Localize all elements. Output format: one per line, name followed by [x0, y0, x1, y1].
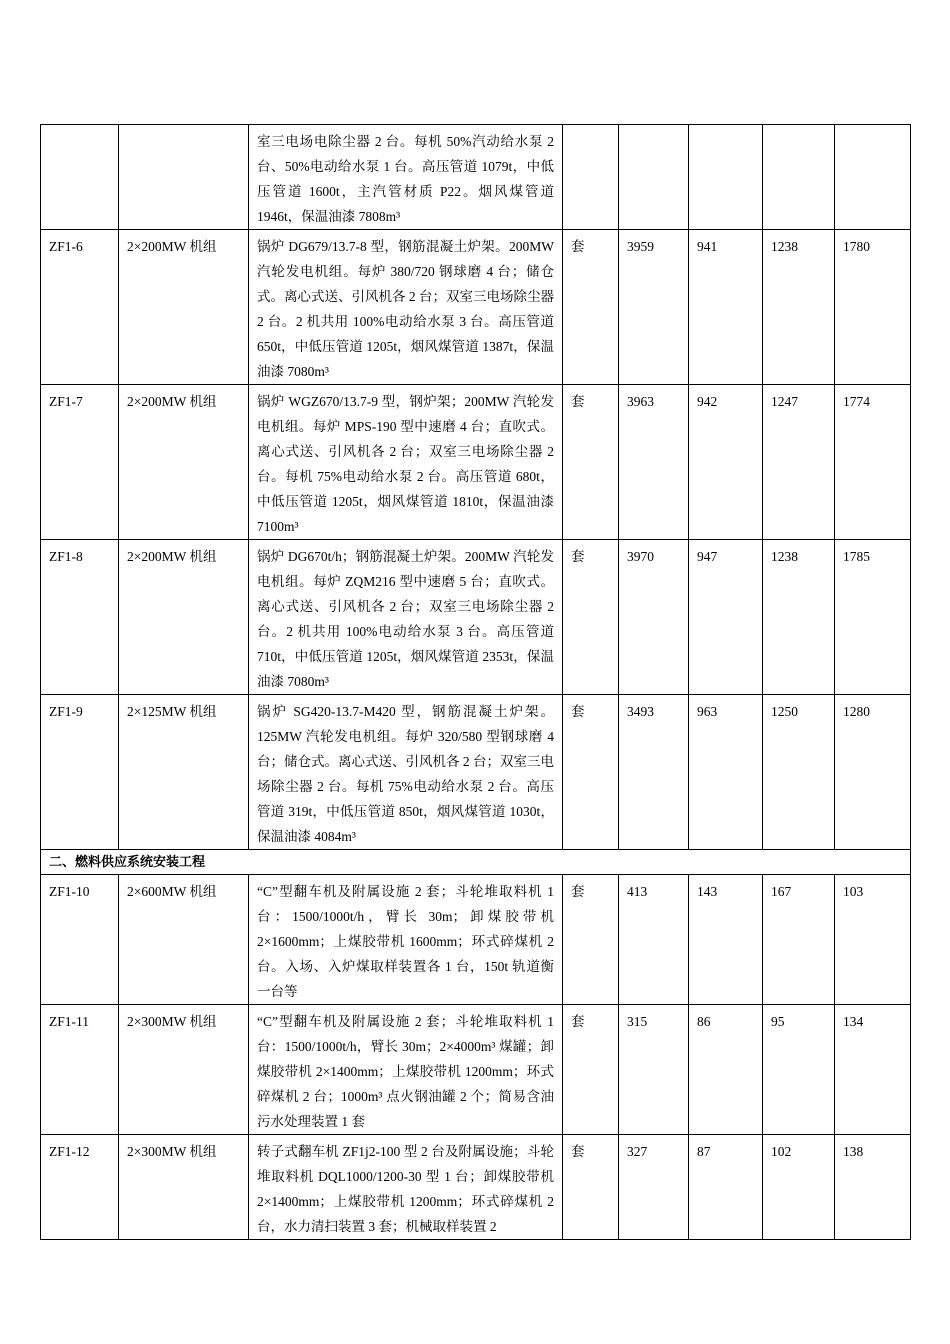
item-name: 2×200MW 机组 — [119, 540, 249, 695]
item-code: ZF1-8 — [41, 540, 119, 695]
item-value-4: 1785 — [835, 540, 911, 695]
table-row — [41, 125, 911, 230]
table-row — [41, 230, 911, 385]
item-value-2: 963 — [689, 695, 763, 850]
item-value-3: 1238 — [763, 540, 835, 695]
item-value-3: 1238 — [763, 230, 835, 385]
item-value-1: 327 — [619, 1135, 689, 1240]
item-unit: 套 — [563, 875, 619, 1005]
item-description: 锅炉 SG420-13.7-M420 型，钢筋混凝土炉架。125MW 汽轮发电机组。每炉 320/580 型钢球磨 4 台；储仓式。离心式送、引风机各 2 台；双室三电场除尘器 2 台。每机 75%电动给水泵 2 台。高压管道 319t，中低压管道 850t，烟风煤管道 1030t，保温油漆 4084m³ — [249, 695, 563, 850]
item-unit: 套 — [563, 385, 619, 540]
item-code — [41, 125, 119, 230]
item-value-1: 3959 — [619, 230, 689, 385]
item-code: ZF1-9 — [41, 695, 119, 850]
item-value-4 — [835, 125, 911, 230]
table-row — [41, 1135, 911, 1240]
item-value-1: 315 — [619, 1005, 689, 1135]
item-code: ZF1-7 — [41, 385, 119, 540]
item-unit: 套 — [563, 230, 619, 385]
table-row — [41, 875, 911, 1005]
item-name — [119, 125, 249, 230]
item-value-4: 134 — [835, 1005, 911, 1135]
item-value-2: 942 — [689, 385, 763, 540]
item-value-1: 3963 — [619, 385, 689, 540]
item-value-1: 413 — [619, 875, 689, 1005]
item-value-3 — [763, 125, 835, 230]
item-value-3: 167 — [763, 875, 835, 1005]
item-unit: 套 — [563, 1005, 619, 1135]
item-name: 2×125MW 机组 — [119, 695, 249, 850]
item-unit: 套 — [563, 695, 619, 850]
table-row — [41, 695, 911, 850]
table-row — [41, 385, 911, 540]
item-code: ZF1-11 — [41, 1005, 119, 1135]
item-code: ZF1-10 — [41, 875, 119, 1005]
quota-table — [40, 124, 911, 1240]
item-value-4: 1774 — [835, 385, 911, 540]
item-value-4: 1280 — [835, 695, 911, 850]
item-value-2: 86 — [689, 1005, 763, 1135]
item-description: 室三电场电除尘器 2 台。每机 50%汽动给水泵 2 台、50%电动给水泵 1 台。高压管道 1079t，中低压管道 1600t，主汽管材质 P22。烟风煤管道 1946t，保温油漆 7808m³ — [249, 125, 563, 230]
item-value-1 — [619, 125, 689, 230]
item-description: “C”型翻车机及附属设施 2 套；斗轮堆取料机 1 台：1500/1000t/h，臂长 30m；2×4000m³ 煤罐；卸煤胶带机 2×1400mm；上煤胶带机 1200mm；环式碎煤机 2 台；1000m³ 点火钢油罐 2 个；简易含油污水处理装置 1 套 — [249, 1005, 563, 1135]
item-description: 锅炉 WGZ670/13.7-9 型，钢炉架；200MW 汽轮发电机组。每炉 MPS-190 型中速磨 4 台；直吹式。离心式送、引风机各 2 台；双室三电场除尘器 2 台。每机 75%电动给水泵 2 台。高压管道 680t，中低压管道 1205t，烟风煤管道 1810t，保温油漆 7100m³ — [249, 385, 563, 540]
item-description: 锅炉 DG679/13.7-8 型，钢筋混凝土炉架。200MW 汽轮发电机组。每炉 380/720 钢球磨 4 台；储仓式。离心式送、引风机各 2 台；双室三电场除尘器 2 台。2 机共用 100%电动给水泵 3 台。高压管道 650t，中低压管道 1205t，烟风煤管道 1387t，保温油漆 7080m³ — [249, 230, 563, 385]
item-value-2: 941 — [689, 230, 763, 385]
item-description: 转子式翻车机 ZF1j2-100 型 2 台及附属设施；斗轮堆取料机 DQL1000/1200-30 型 1 台；卸煤胶带机 2×1400mm；上煤胶带机 1200mm；环式碎煤机 2 台，水力清扫装置 3 套；机械取样装置 2 — [249, 1135, 563, 1240]
item-unit: 套 — [563, 540, 619, 695]
table-row — [41, 540, 911, 695]
item-value-2: 947 — [689, 540, 763, 695]
item-name: 2×600MW 机组 — [119, 875, 249, 1005]
item-value-1: 3493 — [619, 695, 689, 850]
item-name: 2×200MW 机组 — [119, 385, 249, 540]
section-title: 二、燃料供应系统安装工程 — [41, 850, 911, 875]
item-description: “C”型翻车机及附属设施 2 套；斗轮堆取料机 1 台：1500/1000t/h，臂长 30m；卸煤胶带机 2×1600mm；上煤胶带机 1600mm；环式碎煤机 2 台。入场、入炉煤取样装置各 1 台，150t 轨道衡一台等 — [249, 875, 563, 1005]
item-name: 2×200MW 机组 — [119, 230, 249, 385]
item-name: 2×300MW 机组 — [119, 1005, 249, 1135]
item-value-2 — [689, 125, 763, 230]
item-value-4: 138 — [835, 1135, 911, 1240]
item-value-4: 103 — [835, 875, 911, 1005]
item-name: 2×300MW 机组 — [119, 1135, 249, 1240]
item-value-3: 95 — [763, 1005, 835, 1135]
item-code: ZF1-6 — [41, 230, 119, 385]
item-unit — [563, 125, 619, 230]
section-header-row — [41, 850, 911, 875]
item-value-2: 87 — [689, 1135, 763, 1240]
item-value-2: 143 — [689, 875, 763, 1005]
item-value-4: 1780 — [835, 230, 911, 385]
item-value-1: 3970 — [619, 540, 689, 695]
item-code: ZF1-12 — [41, 1135, 119, 1240]
item-unit: 套 — [563, 1135, 619, 1240]
item-value-3: 102 — [763, 1135, 835, 1240]
item-value-3: 1247 — [763, 385, 835, 540]
table-row — [41, 1005, 911, 1135]
item-value-3: 1250 — [763, 695, 835, 850]
item-description: 锅炉 DG670t/h；钢筋混凝土炉架。200MW 汽轮发电机组。每炉 ZQM216 型中速磨 5 台；直吹式。离心式送、引风机各 2 台；双室三电场除尘器 2 台。2 机共用 100%电动给水泵 3 台。高压管道 710t，中低压管道 1205t，烟风煤管道 2353t，保温油漆 7080m³ — [249, 540, 563, 695]
